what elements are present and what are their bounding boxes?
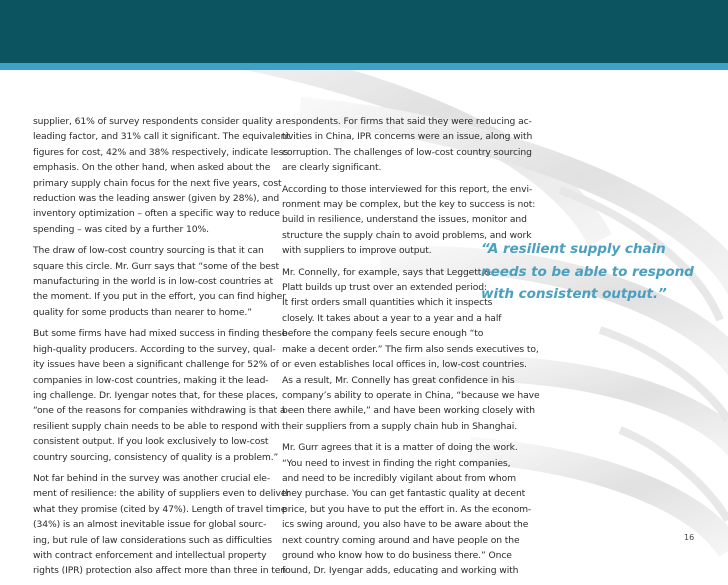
- text-line: and need to be incredibly vigilant about from whom: [282, 472, 516, 484]
- paragraph: [33, 114, 290, 237]
- text-line: companies in low-cost countries, making it the lead-: [33, 374, 269, 386]
- text-line: next country coming around and have people on the: [282, 534, 520, 546]
- paragraph: [282, 440, 532, 579]
- text-line: country sourcing, consistency of quality is a problem.”: [33, 451, 279, 463]
- text-line: respondents. For firms that said they were reducing ac-: [282, 116, 532, 127]
- text-line: As a result, Mr. Connelly has great confidence in his: [282, 374, 515, 386]
- text-line: primary supply chain focus for the next five years, cost: [33, 177, 282, 189]
- text-line: reduction was the leading answer (given by 28%), and: [33, 193, 280, 205]
- text-line: tivities in China, IPR concerns were an issue, along with: [282, 131, 533, 143]
- pull-quote-line: “A resilient supply chain: [481, 241, 666, 257]
- text-line: Mr. Connelly, for example, says that Leggett &: [282, 266, 492, 278]
- text-line: they purchase. You can get fantastic quality at decent: [282, 488, 526, 500]
- text-line: corruption. The challenges of low-cost country sourcing: [282, 146, 532, 158]
- text-line: the moment. If you put in the effort, you can find higher: [33, 291, 286, 303]
- text-line: square this circle. Mr. Gurr says that “some of the best: [33, 260, 280, 272]
- text-line: But some firms have had mixed success in finding these: [33, 328, 288, 340]
- text-line: (34%) is an almost inevitable issue for global sourc-: [33, 519, 267, 531]
- text-line: with contract enforcement and intellectual property: [33, 549, 267, 561]
- left-text-column: [33, 114, 291, 585]
- paragraph: [33, 243, 286, 320]
- text-line: ground who know how to do business there.” Once: [282, 549, 512, 561]
- text-line: with suppliers to improve output.: [282, 245, 432, 257]
- text-line: Platt builds up trust over an extended period:: [282, 282, 488, 294]
- text-line: ronment may be complex, but the key to success is not:: [282, 199, 536, 211]
- text-line: ics swing around, you also have to be aware about the: [282, 519, 529, 531]
- text-line: ing, but rule of law considerations such as difficulties: [33, 534, 272, 546]
- text-line: emphasis. On the other hand, when asked about the: [33, 162, 271, 174]
- text-line: consistent output. If you look exclusively to low-cost: [33, 436, 269, 448]
- text-line: make a decent order.” The firm also sends executives to,: [282, 343, 539, 355]
- right-text-column: [282, 114, 540, 585]
- text-line: price, but you have to put the effort in. As the econom-: [282, 503, 532, 515]
- text-line: are clearly significant.: [282, 162, 382, 174]
- text-line: or even establishes local offices in, low-cost countries.: [282, 359, 527, 371]
- text-line: what they promise (cited by 47%). Length of travel time: [33, 503, 287, 515]
- text-line: Mr. Gurr agrees that it is a matter of doing the work.: [282, 442, 518, 454]
- text-line: been there awhile,” and have been working closely with: [282, 405, 536, 417]
- text-line: build in resilience, understand the issues, monitor and: [282, 214, 527, 226]
- text-line: Not far behind in the survey was another crucial ele-: [33, 472, 271, 484]
- text-line: “You need to invest in finding the right companies,: [282, 457, 511, 469]
- text-line: ment of resilience: the ability of suppliers even to deliver: [33, 488, 291, 500]
- text-line: found, Dr. Iyengar adds, educating and working with: [282, 565, 519, 577]
- text-line: quality for some products than nearer to home.”: [33, 306, 252, 318]
- text-line: company’s ability to operate in China, “because we have: [282, 389, 540, 401]
- text-line: inventory optimization – often a specific way to reduce: [33, 208, 280, 220]
- text-line: “one of the reasons for companies withdrawing is that a: [33, 405, 286, 417]
- header-stripe: [0, 63, 728, 70]
- text-line: high-quality producers. According to the survey, qual-: [33, 343, 276, 355]
- text-line: manufacturing in the world is in low-cost countries at: [33, 276, 273, 288]
- paragraph: [282, 114, 533, 176]
- paragraph: [282, 182, 536, 259]
- text-line: leading factor, and 31% call it significant. The equivalent: [33, 131, 290, 143]
- text-line: supplier, 61% of survey respondents consider quality a: [33, 116, 282, 127]
- text-line: structure the supply chain to avoid problems, and work: [282, 229, 532, 241]
- text-line: resilient supply chain needs to be able to respond with: [33, 420, 280, 432]
- text-line: figures for cost, 42% and 38% respectively, indicate less: [33, 146, 289, 158]
- text-line: rights (IPR) protection also affect more than three in ten: [33, 565, 287, 577]
- text-line: According to those interviewed for this report, the envi-: [282, 183, 533, 195]
- text-line: It first orders small quantities which it inspects: [282, 297, 493, 309]
- header-band: [0, 0, 728, 63]
- pull-quote-line: needs to be able to respond: [481, 263, 694, 280]
- text-line: spending – was cited by a further 10%.: [33, 223, 209, 235]
- text-line: their suppliers from a supply chain hub in Shanghai.: [282, 420, 518, 432]
- page-number: 16: [684, 533, 695, 542]
- paragraph: [33, 326, 288, 465]
- text-line: The draw of low-cost country sourcing is that it can: [33, 245, 264, 257]
- text-line: ing challenge. Dr. Iyengar notes that, for these places,: [33, 389, 278, 401]
- paragraph: [282, 265, 540, 434]
- pull-quote-line: with consistent output.”: [481, 286, 667, 302]
- text-line: ity issues have been a significant challenge for 52% of: [33, 359, 279, 371]
- text-line: closely. It takes about a year to a year and a half: [282, 312, 502, 324]
- pull-quote: [481, 238, 716, 306]
- text-line: before the company feels secure enough “to: [282, 328, 484, 340]
